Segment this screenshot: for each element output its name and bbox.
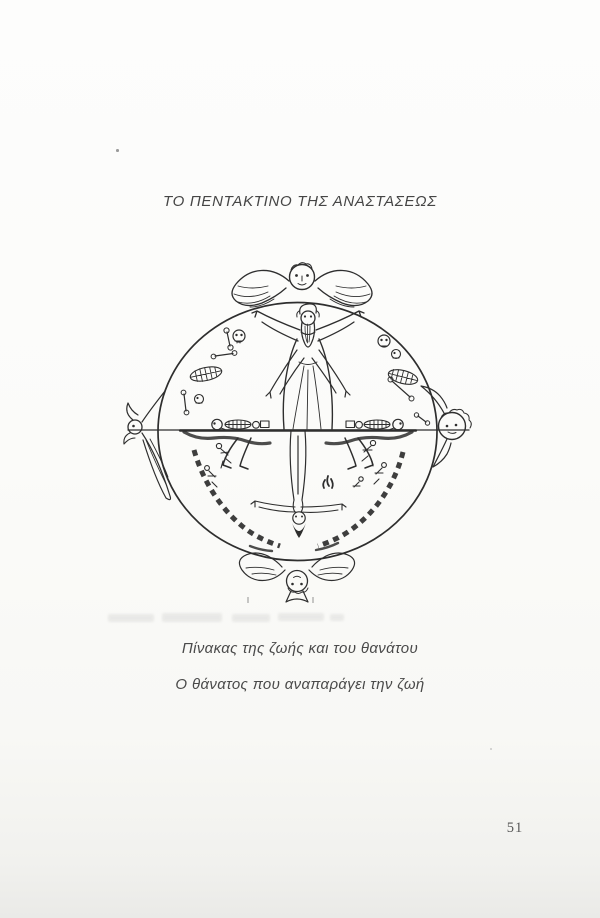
skeleton-left — [212, 419, 269, 429]
skeleton-right — [346, 419, 403, 429]
chain-of-figures-right — [318, 440, 403, 546]
winged-creature-left — [124, 391, 171, 500]
page-title: ΤΟ ΠΕΝΤΑΚΤΙΝΟ ΤΗΣ ΑΝΑΣΤΑΣΕΩΣ — [163, 193, 437, 210]
caption-line-1: Πίνακας της ζωής και του θανάτου — [181, 640, 419, 657]
caption-line-2: Ο θάνατος που αναπαράγει την ζωή — [175, 676, 425, 693]
central-robed-figure — [252, 304, 364, 429]
bones-top-left — [181, 328, 245, 415]
cherub-right — [421, 386, 471, 467]
page-number: 51 — [506, 820, 524, 836]
angel-top — [232, 263, 372, 307]
resurrection-emblem-illustration — [120, 250, 480, 610]
inverted-reflection-figure — [251, 431, 346, 538]
angel-bottom — [239, 543, 354, 602]
